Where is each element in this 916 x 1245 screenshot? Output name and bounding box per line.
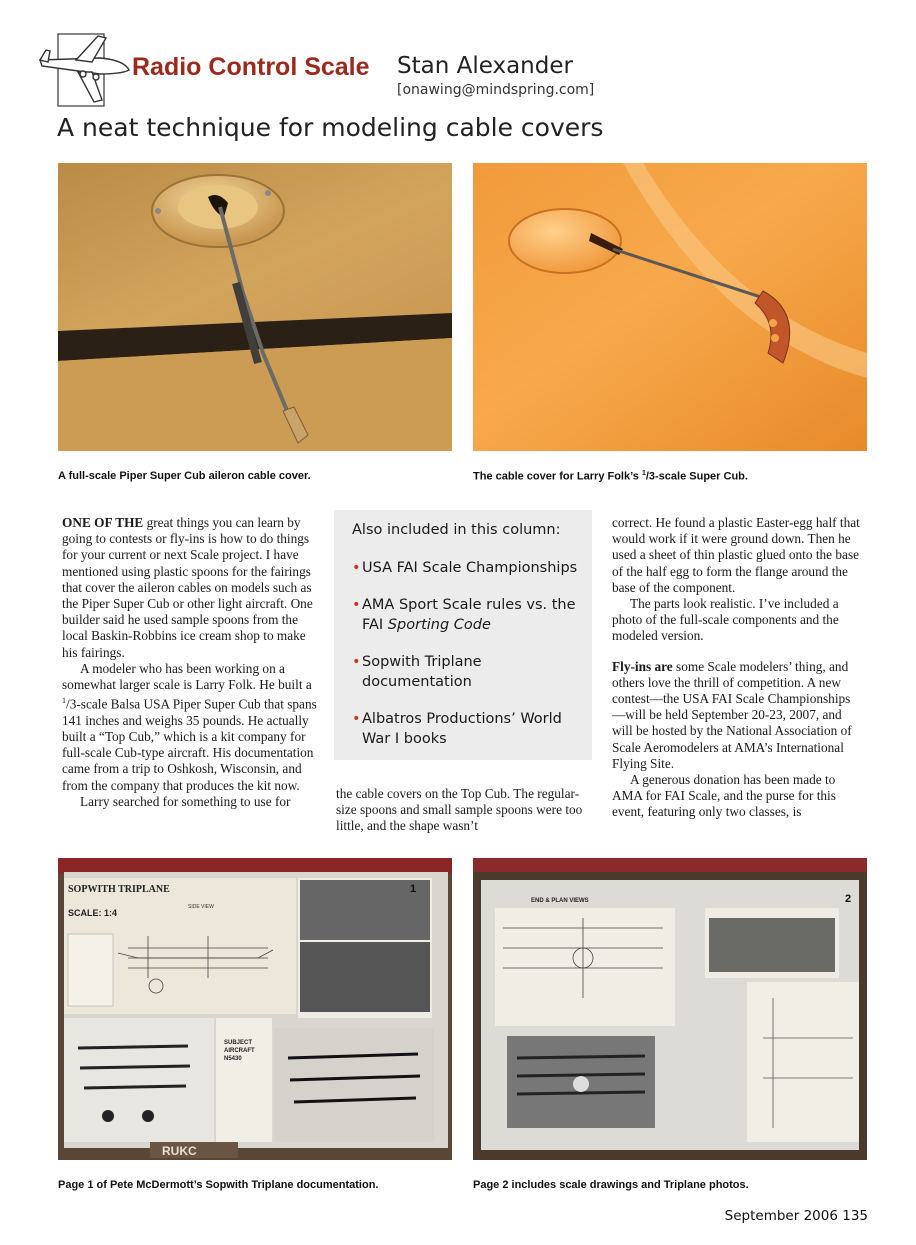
sidebar-item-text: Albatros Productions’ World War I books xyxy=(362,711,562,747)
author-name: Stan Alexander xyxy=(397,53,573,79)
paragraph: the cable covers on the Top Cub. The regular-size spoons and small sample spoons were too little, and the shape wasn’t xyxy=(336,786,583,834)
photo-text-page-number: 1 xyxy=(410,883,417,895)
paragraph: Larry searched for something to use for xyxy=(80,793,291,809)
paragraph xyxy=(62,661,320,794)
body-column-2 xyxy=(336,786,594,835)
photo-text-subject-1: SUBJECT xyxy=(224,1040,253,1046)
bullet-icon: • xyxy=(352,597,361,613)
sidebar-box xyxy=(334,510,592,760)
author-email: [onawing@mindspring.com] xyxy=(397,82,595,98)
photo-model-cable-cover xyxy=(473,163,867,451)
body-column-3 xyxy=(612,515,862,821)
photo-text-scale: SCALE: 1:4 xyxy=(68,908,118,918)
photo-text-side-view: SIDE VIEW xyxy=(188,904,214,910)
fraction-sup: 1 xyxy=(62,696,66,706)
paragraph xyxy=(62,515,320,661)
photo-text-views: END & PLAN VIEWS xyxy=(531,898,589,904)
sidebar-item xyxy=(352,558,588,578)
sidebar-heading: Also included in this column: xyxy=(352,522,561,538)
caption-photo-2-text-a: The cable cover for Larry Folk’s xyxy=(473,470,642,483)
photo-documentation-page-2 xyxy=(473,858,867,1160)
body-column-1 xyxy=(62,515,320,810)
column-title: Radio Control Scale xyxy=(132,53,370,81)
sidebar-item-text: USA FAI Scale Championships xyxy=(362,560,578,576)
caption-photo-2 xyxy=(473,470,748,483)
paragraph-text: some Scale modelers’ thing, and others love the thrill of competition. A new contest—the USA FAI Scale Championships—will be held September 20-23, 2007, and will be hosted by the National Association of Scale Aeromodelers at AMA’s International Flying Site. xyxy=(612,658,852,771)
photo-text-subject-3: N5430 xyxy=(224,1056,242,1062)
paragraph-text: A modeler who has been working on a somewhat larger scale is Larry Folk. He built a xyxy=(62,660,312,693)
bullet-icon: • xyxy=(352,560,361,576)
sidebar-item-text: AMA Sport Scale rules vs. the FAI xyxy=(362,597,576,633)
sidebar-item xyxy=(352,709,588,749)
photo-text-title: SOPWITH TRIPLANE xyxy=(68,884,170,895)
caption-photo-2-text-b: /3-scale Super Cub. xyxy=(645,470,748,483)
caption-photo-3: Page 1 of Pete McDermott’s Sopwith Triplane documentation. xyxy=(58,1179,379,1191)
sidebar-item-italic: Sporting Code xyxy=(387,617,491,633)
paragraph: correct. He found a plastic Easter-egg half that would work if it were ground down. Then he used a sheet of thin plastic glued onto the base of the half egg to form the flange around the base of the component. xyxy=(612,515,860,595)
paragraph-text: great things you can learn by going to contests or fly-ins is how to do things for your current or next Scale project. I have mentioned using plastic spoons for the fairings that cover the aileron cables on models such as the Piper Super Cub or other light aircraft. One builder said he used sample spoons from the local Baskin-Robbins ice cream shop to make his fairings. xyxy=(62,515,313,660)
photo-fullscale-cable-cover xyxy=(58,163,452,451)
lead-in: Fly-ins are xyxy=(612,658,673,674)
sidebar-list xyxy=(352,558,588,766)
photo-text-subject-2: AIRCRAFT xyxy=(224,1048,255,1054)
sidebar-item-text: Sopwith Triplane documentation xyxy=(362,654,482,690)
paragraph: A generous donation has been made to AMA for FAI Scale, and the purse for this event, featuring only two classes, is xyxy=(612,772,836,820)
paragraph xyxy=(612,659,862,772)
paragraph-text: /3-scale Balsa USA Piper Super Cub that spans 141 inches and weighs 35 pounds. He actually built a “Top Cub,” which is a kit company for full-scale Cub-type aircraft. His documentation came from a trip to Oshkosh, Wisconsin, and from the company that produces the kit now. xyxy=(62,696,317,793)
sidebar-item xyxy=(352,595,588,635)
photo-documentation-page-1 xyxy=(58,858,452,1160)
caption-photo-2-sup: 1 xyxy=(641,470,646,477)
bullet-icon: • xyxy=(352,711,361,727)
airplane-logo-icon xyxy=(36,30,132,110)
sidebar-item xyxy=(352,652,588,692)
headline: A neat technique for modeling cable covers xyxy=(57,113,604,142)
lead-in: ONE OF THE xyxy=(62,515,144,530)
paragraph: The parts look realistic. I’ve included a photo of the full-scale components and the modeled version. xyxy=(612,596,839,644)
bullet-icon: • xyxy=(352,654,361,670)
photo-text-page-number: 2 xyxy=(845,893,852,905)
photo-text-box-label: RUKC xyxy=(162,1144,197,1158)
caption-photo-1: A full-scale Piper Super Cub aileron cable cover. xyxy=(58,470,311,482)
caption-photo-4: Page 2 includes scale drawings and Triplane photos. xyxy=(473,1179,749,1191)
page-folio: September 2006 135 xyxy=(724,1208,868,1224)
